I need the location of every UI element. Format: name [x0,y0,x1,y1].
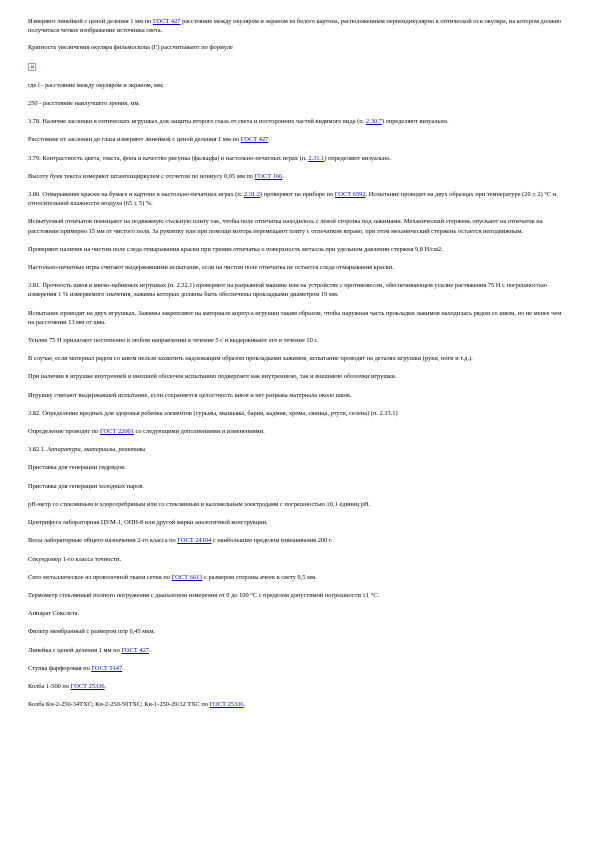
gost-link[interactable]: ГОСТ 427 [121,646,149,654]
paragraph [28,482,568,491]
gost-link[interactable]: ГОСТ 427 [240,136,269,144]
text: Испытуемый отпечаток помещают на подвижную стальную плиту так, чтобы поле отпечатка находилось с левой стороны под зажимами. Механический стержень опускают на отпечаток на расстоянии примерно 15 мм от чистого поля. За рукоятку или при помощи мотора перемещают плиту с отпечатком вправо, при этом механический стержень остается неподвижным. [28,218,543,235]
paragraph [28,536,568,545]
text: 3.79. Контрастность цвета, текста, фона и качество рисунка (фальцфа) в настольно-печатных играх (п. [28,154,309,162]
text: Сито металлическое из проволочной ткани сетки по [28,573,172,581]
text: В случае, если материал рядом со швом нельзя захватить надлежащим образом прокладками зажимов, испытание проводят на деталях игрушки (руки, ноги и т.д.). [28,355,473,363]
formula-image [28,63,568,72]
text: . Испытание проводят на двух образцах при температуре (20 ± 2) °С и относительной влажности воздуха (65 ± 5) %. [28,191,557,208]
text: 3.78. Наличие заслонки в оптических игрушках для защиты второго глаза от света и посторонних частей видимого вида (п. [28,118,366,126]
paragraph [28,354,568,363]
paragraph [28,336,568,345]
paragraph [28,245,568,254]
paragraph [28,99,568,108]
paragraph [28,555,568,564]
paragraph [28,427,568,436]
text: со следующими дополнениями и изменениями. [133,428,265,436]
paragraph [28,664,568,673]
paragraph [28,463,568,472]
text: Приставка для генерации холодных паров. [28,482,145,490]
clause-link[interactable]: 2.30.7 [365,118,382,126]
paragraph [28,135,568,144]
paragraph [28,591,568,600]
paragraph [28,154,568,163]
paragraph [28,309,568,327]
text: Настольно-печатные игры считают выдержавшими испытание, если на чистом поле отпечатка не остается следа отмарывания краски. [28,264,394,272]
text: 3.81. Прочность швов в мягко-набивных игрушках (п. 2.32.1) проверяют на разрывной машине или на устройстве с противовесом, обеспечивающем усилие растяжения 75 Н с погрешностью измерения 1 % измеряемого значения, зажимы которых должны быть обеспечены прокладками диаметром 19 мм. [28,282,547,299]
paragraph [28,445,568,454]
paragraph [28,391,568,400]
gost-link[interactable]: ГОСТ 427 [152,18,181,25]
gost-link[interactable]: ГОСТ 6613 [171,573,203,581]
paragraph [28,17,568,35]
text: Секундомер 1-го класса точности. [28,555,122,563]
paragraph [28,500,568,509]
gost-link[interactable]: ГОСТ 9147 [91,664,123,672]
text: Весы лабораторные общего назначения 2-го класса по [28,537,178,545]
text: Расстояние от заслонки до глаза измеряют линейкой с ценой деления 1 мм по [28,136,241,144]
text: Аппарат Сокслета. [28,610,80,618]
text: . [122,664,124,672]
text: Фильтр мембранный с размером пор 0,45 мкм. [28,628,156,636]
text: . [148,646,151,654]
subsection-title: Аппаратура, материалы, реактивы [47,446,146,454]
paragraph [28,627,568,636]
gost-link[interactable]: ГОСТ 25336 [209,701,244,709]
clause-link[interactable]: 2.31.2 [244,191,261,199]
text: 3.82. Определение вредных для здоровья ребенка элементов (сурьмы, мышьяка, бария, кадмия, хрома, свинца, ртути, селена) (п. 2.33.1) [28,409,398,417]
text: При наличии в игрушке внутренней и внешней оболочек испытанию подвергают как внутреннюю, так и внешнюю оболочки игрушки. [28,373,397,381]
paragraph [28,117,568,126]
gost-link[interactable]: ГОСТ 24104 [177,537,212,545]
text: Игрушку считают выдержавшей испытание, если сохраняется целостность швов и нет разрыва материала около швов. [28,391,352,399]
paragraph [28,43,568,52]
text: 3.80. Отмарывание краски на бумаге и картоне в настольно-печатных играх (п. [28,191,245,199]
text: pH-метр со стеклянным и хлорсеребряным или со стеклянным и каломельным электродами с погрешностью ±0,1 единиц pH. [28,500,371,508]
paragraph [28,281,568,299]
broken-image-icon [28,63,36,71]
clause-link[interactable]: 2.31.1 [308,154,325,162]
text: Линейка с ценой деления 1 мм по [28,646,122,654]
text: Определение проводят по [28,428,100,436]
text: 3.82.1. [28,446,48,454]
text: Центрифуга лабораторная ЦУМ-1, ОПН-8 или другой марки аналогичной конструкции. [28,519,268,527]
text: Измеряют линейкой с ценой деления 1 мм по [28,18,153,25]
paragraph [28,518,568,527]
paragraph [28,372,568,381]
text: Усилие 75 Н прилагают постепенно в любом направлении в течение 5 с и выдерживают его в течение 10 с. [28,337,319,345]
text: Высоту букв текста измеряют штангенциркулем с отсчетом по нониусу 0,05 мм по [28,172,255,180]
text: 250 - расстояние наилучшего зрения, мм. [28,100,141,108]
text: с размером стороны ячеек в свету 0,5 мм. [202,573,317,581]
text: Приставка для генерации гидридов. [28,464,126,472]
text: Колба 1-500 по [28,682,71,690]
text: Ступка фарфоровая по [28,664,92,672]
text: . [104,682,107,690]
text: ) определяют визуально. [381,118,449,126]
text: Испытание проводят на двух игрушках. Зажимы закрепляют на материале корпуса игрушки таким образом, чтобы наружная часть прокладки зажимов находилась рядом со швом, но не менее чем на расстоянии 13 мм от шва. [28,309,562,326]
paragraph [28,700,568,709]
document-body [28,17,568,709]
gost-link[interactable]: ГОСТ 22001 [99,428,134,436]
paragraph [28,263,568,272]
text: где l - расстояние между окуляром и экраном, мм; [28,81,164,89]
text: ) определяют визуально. [324,154,392,162]
gost-link[interactable]: ГОСТ 166 [254,172,283,180]
text: Проверяют наличие на чистом поле следа отмарывания краски при трении отпечатка о поверхность металла при удельном давлении стержня 9,8 Н/см2. [28,245,443,253]
text: Термометр стеклянный полного погружения с диапазоном измерения от 0 до 100 °С с пределом допустимой погрешности ±1 °С. [28,591,380,599]
gost-link[interactable]: ГОСТ 25336 [70,682,105,690]
text: . [268,136,270,144]
text: . [243,701,246,709]
paragraph [28,609,568,618]
paragraph [28,682,568,691]
text: Кратность увеличения окуляра фильмоскопа (Г) рассчитывают по формуле [28,44,233,52]
paragraph [28,409,568,418]
text: Колба Кн-2-250-34ТХС; Кн-2-250-50ТХС; Кн-1-250-29/32 ТХС по [28,701,210,709]
text: ) проверяют на приборе по [260,191,335,199]
gost-link[interactable]: ГОСТ 6592 [334,191,366,199]
text: . [282,172,284,180]
paragraph [28,217,568,235]
paragraph [28,81,568,90]
text: с наибольшим пределом взвешивания 200 г. [211,537,333,545]
paragraph [28,646,568,655]
text: расстояние между окуляром и экраном из белого картона, расположенным перпендикулярно к оптической оси окуляра, на котором должно получиться четкое изображение источника света. [28,18,562,35]
paragraph [28,190,568,208]
paragraph [28,172,568,181]
paragraph [28,573,568,582]
